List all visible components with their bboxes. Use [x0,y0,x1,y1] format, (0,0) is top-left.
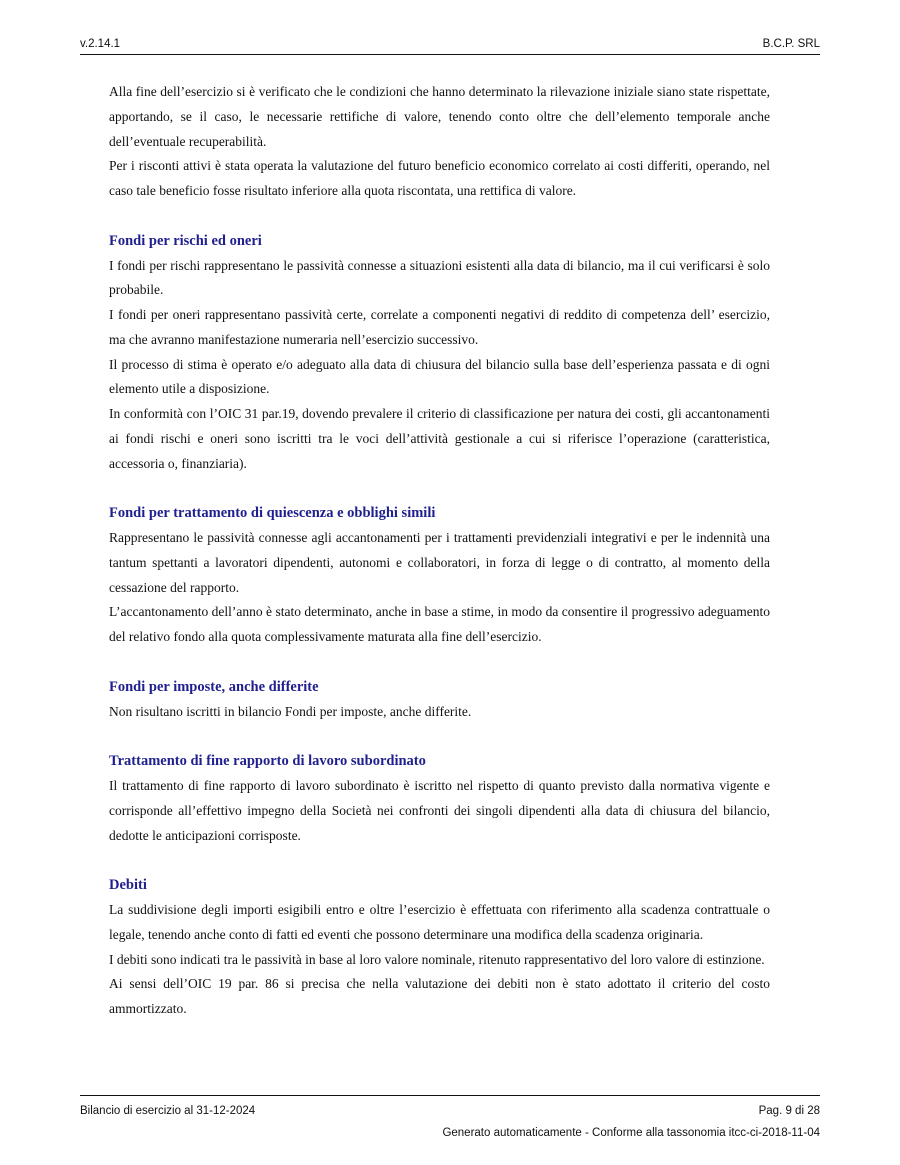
paragraph: I fondi per oneri rappresentano passività certe, correlate a componenti negativi di reddito di competenza dell’ esercizio, ma che avranno manifestazione numeraria nell’esercizio successivo. [109,307,770,347]
version-label: v.2.14.1 [80,38,121,50]
generated-note: Generato automaticamente - Conforme alla tassonomia itcc-ci-2018-11-04 [442,1127,820,1139]
paragraph: Ai sensi dell’OIC 19 par. 86 si precisa che nella valutazione dei debiti non è stato adottato il criterio del costo ammortizzato. [109,976,770,1016]
footer-generated-row [80,1127,820,1143]
paragraph: Non risultano iscritti in bilancio Fondi per imposte, anche differite. [109,703,472,719]
paragraph: Rappresentano le passività connesse agli accantonamenti per i trattamenti previdenziali integrativi e per le indennità una tantum spettanti a lavoratori dipendenti, autonomi e collaboratori, in forza di legge o di contratto, al momento della cessazione del rapporto. [109,530,770,595]
section-title-debiti: Debiti [109,877,147,894]
paragraph: Il trattamento di fine rapporto di lavoro subordinato è iscritto nel rispetto di quanto previsto dalla normativa vigente e corrisponde all’effettivo impegno della Società nei confronti dei singoli dipendenti alla data di chiusura del bilancio, dedotte le anticipazioni corrisposte. [109,778,770,843]
document-body [109,80,770,1022]
section-title-fondi-rischi: Fondi per rischi ed oneri [109,232,262,249]
company-name: B.C.P. SRL [762,38,820,50]
paragraph: Alla fine dell’esercizio si è verificato che le condizioni che hanno determinato la rilevazione iniziale siano state rispettate, apportando, se il caso, le necessarie rettifiche di valore, tenendo conto oltre che dell’elemento temporale anche dell’eventuale recuperabilità. [109,84,770,149]
paragraph: Per i risconti attivi è stata operata la valutazione del futuro beneficio economico correlato ai costi differiti, operando, nel caso tale beneficio fosse risultato inferiore alla quota riscontata, una rettifica di valore. [109,158,770,198]
paragraph: In conformità con l’OIC 31 par.19, dovendo prevalere il criterio di classificazione per natura dei costi, gli accantonamenti ai fondi rischi e oneri sono iscritti tra le voci dell’attività gestionale a cui si riferisce l’operazione (caratteristica, accessoria o, finanziaria). [109,406,770,471]
footer-divider [80,1095,820,1096]
section-title-imposte: Fondi per imposte, anche differite [109,678,319,695]
page-number: Pag. 9 di 28 [758,1105,820,1117]
page-footer [80,1105,820,1121]
section-title-tfr: Trattamento di fine rapporto di lavoro subordinato [109,753,426,770]
header-divider [80,54,820,55]
section-title-quiescenza: Fondi per trattamento di quiescenza e obblighi simili [109,505,436,522]
paragraph: L’accantonamento dell’anno è stato determinato, anche in base a stime, in modo da consentire il progressivo adeguamento del relativo fondo alla quota complessivamente maturata alla fine dell’esercizio. [109,604,770,644]
paragraph: La suddivisione degli importi esigibili entro e oltre l’esercizio è effettuata con riferimento alla scadenza contrattuale o legale, tenendo anche conto di fatti ed eventi che possono determinare una modifica della scadenza originaria. [109,902,770,942]
paragraph: I fondi per rischi rappresentano le passività connesse a situazioni esistenti alla data di bilancio, ma il cui verificarsi è solo probabile. [109,257,770,298]
paragraph: I debiti sono indicati tra le passività in base al loro valore nominale, ritenuto rappresentativo del loro valore di estinzione. [109,951,765,967]
paragraph: Il processo di stima è operato e/o adeguato alla data di chiusura del bilancio sulla base dell’esperienza passata e di ogni elemento utile a disposizione. [109,356,770,397]
page-header [80,38,820,54]
footer-document-title: Bilancio di esercizio al 31-12-2024 [80,1105,256,1117]
